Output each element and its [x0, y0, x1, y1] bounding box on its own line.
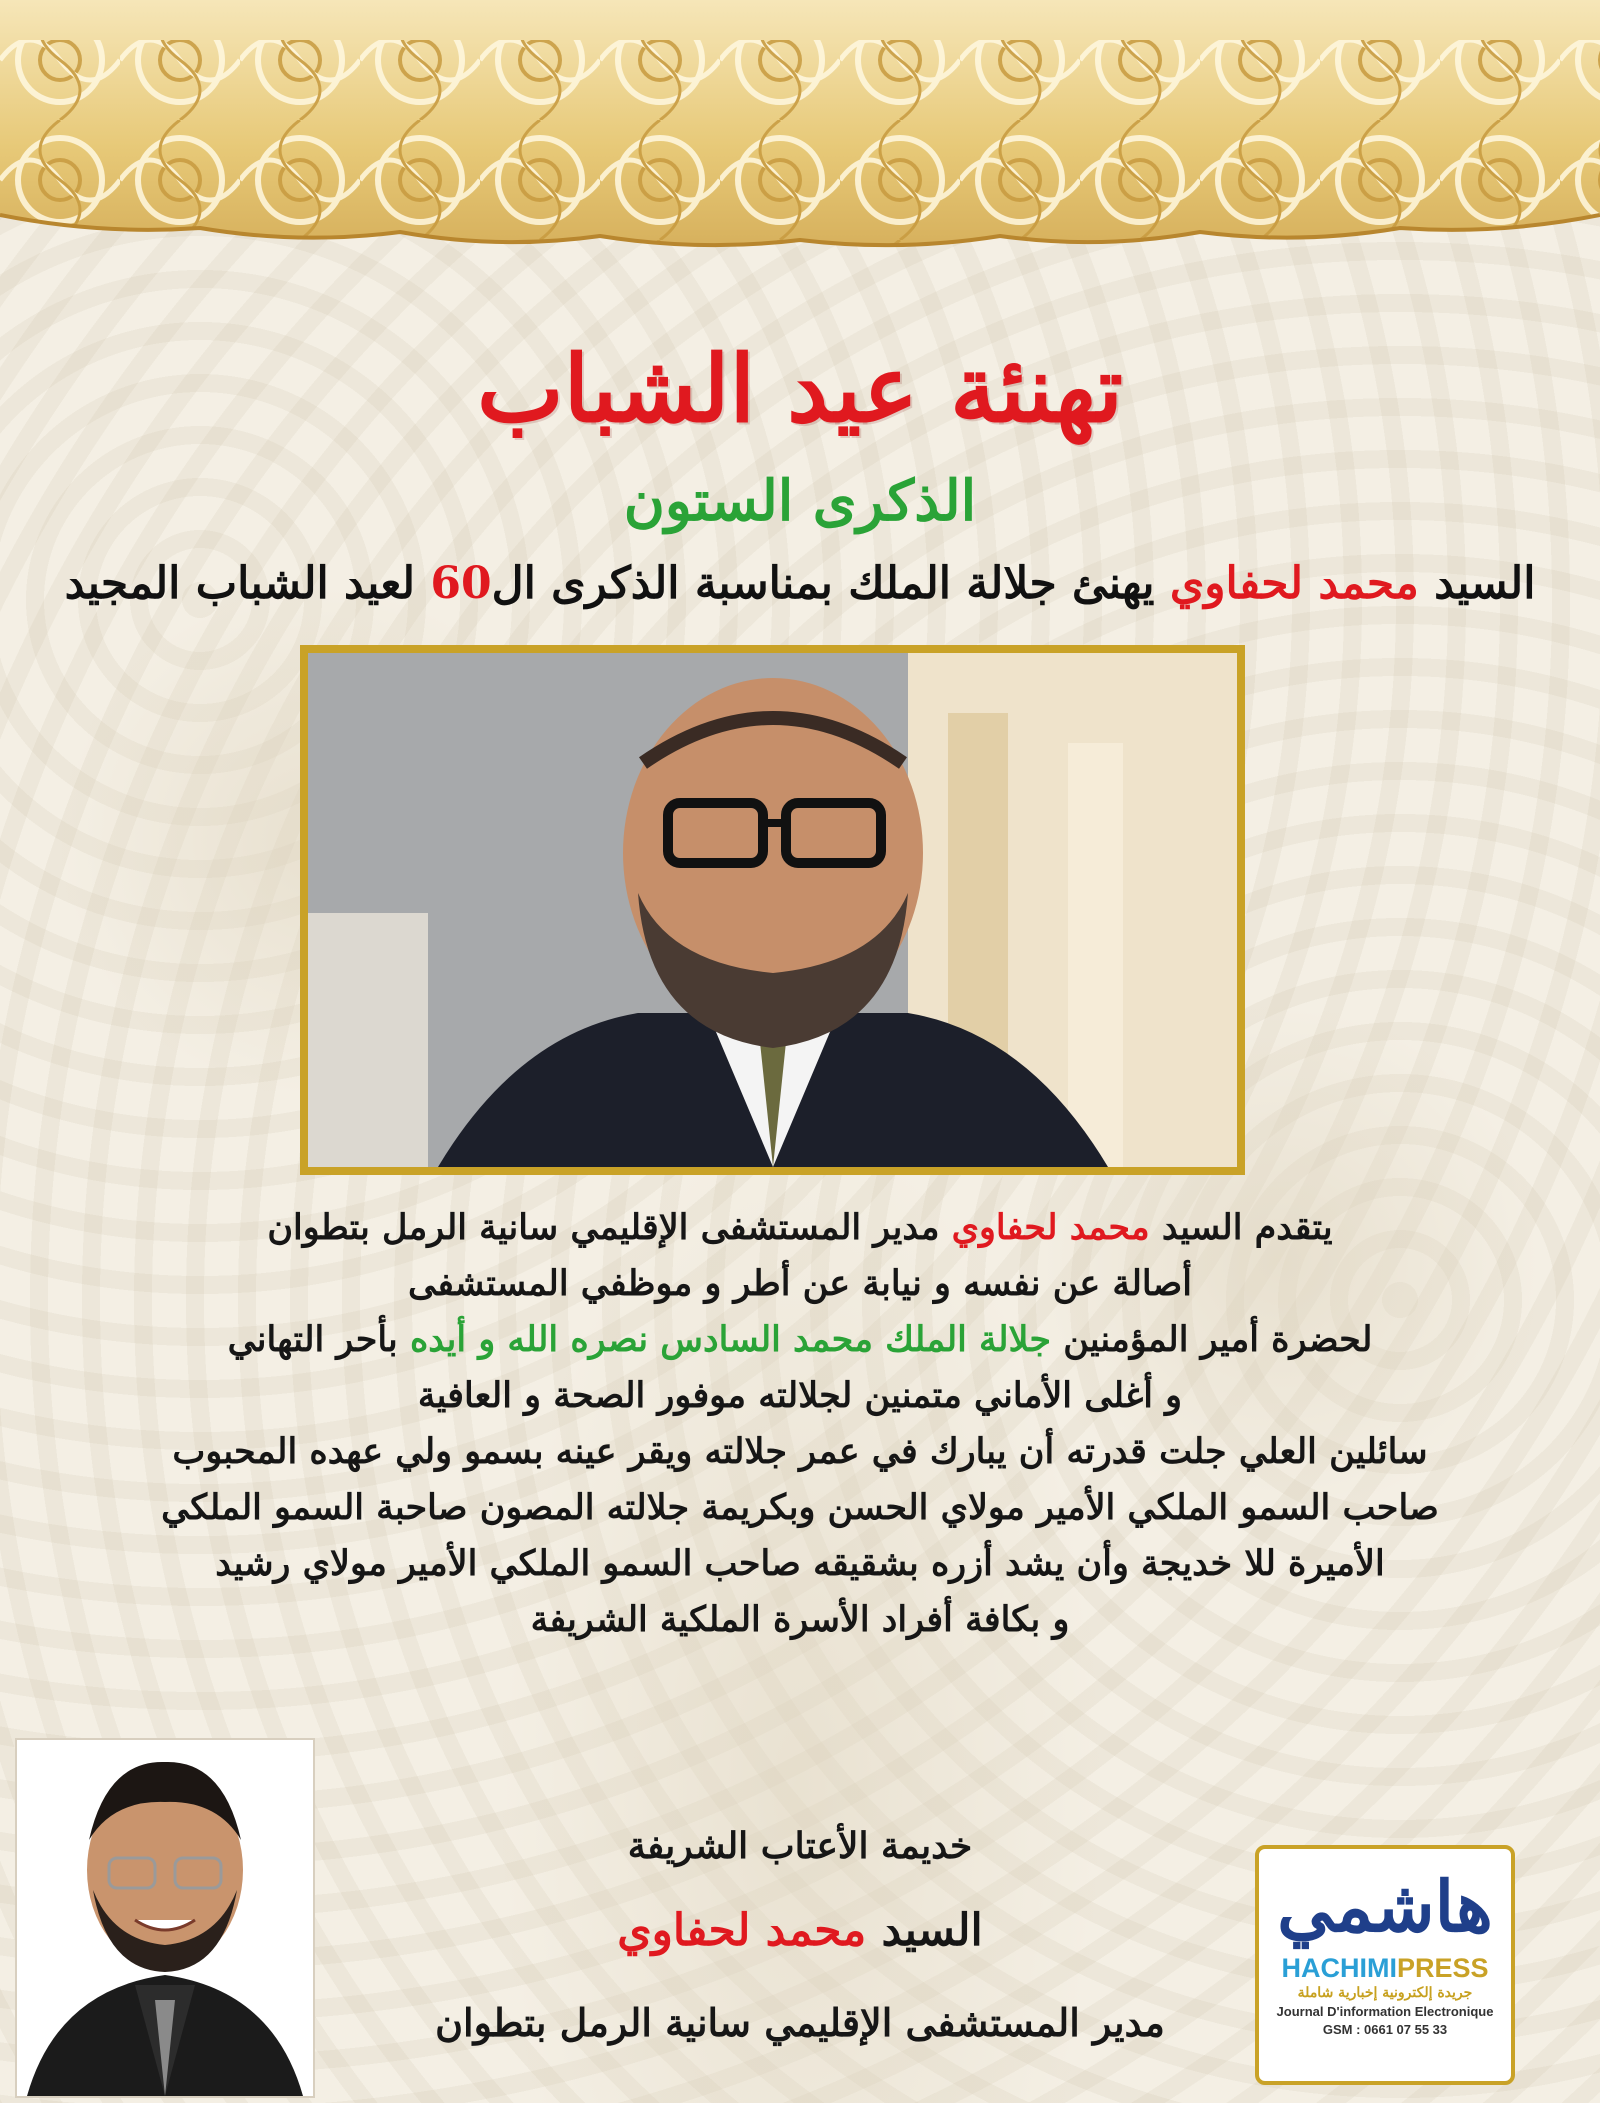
signature-title: مدير المستشفى الإقليمي سانية الرمل بتطوان	[435, 2000, 1165, 2045]
king-photo	[300, 645, 1245, 1175]
logo-mark: هاشمي	[1277, 1865, 1493, 1948]
logo-gsm: GSM : 0661 07 55 33	[1322, 2022, 1448, 2037]
logo-french: Journal D'information Electronique	[1276, 2004, 1494, 2019]
page-title: تهنئة عيد الشباب	[477, 335, 1123, 443]
logo-brand-a: HACHIMI	[1281, 1953, 1397, 1983]
intro-line	[0, 558, 1600, 609]
intro-middle: يهنئ جلالة الملك بمناسبة الذكرى ال	[491, 558, 1155, 609]
message-line-2: أصالة عن نفسه و نيابة عن أطر و موظفي المستشفى	[408, 1263, 1192, 1304]
hachimi-press-logo	[1255, 1845, 1515, 2085]
message-line-7: الأميرة للا خديجة وأن يشد أزره بشقيقه صاحب السمو الملكي الأمير مولاي رشيد	[215, 1543, 1385, 1584]
signature-prefix: السيد	[881, 1905, 983, 1956]
message-line-1	[130, 1200, 1470, 1256]
message-body	[130, 1200, 1470, 1648]
page-subtitle: الذكرى الستون	[623, 468, 977, 534]
intro-name: محمد لحفاوي	[1169, 558, 1419, 609]
message-line-8: و بكافة أفراد الأسرة الملكية الشريفة	[530, 1599, 1070, 1640]
director-portrait	[15, 1738, 315, 2098]
message-line-4: و أغلى الأماني متمنين لجلالته موفور الصحة و العافية	[417, 1375, 1183, 1416]
message-line-3	[130, 1312, 1470, 1368]
line1-name: محمد لحفاوي	[951, 1207, 1150, 1248]
intro-number: 60	[430, 558, 492, 609]
ornamental-header-band	[0, 0, 1600, 260]
line3-highlight: جلالة الملك محمد السادس نصره الله و أيده	[409, 1319, 1052, 1360]
message-line-6: صاحب السمو الملكي الأمير مولاي الحسن وبكريمة جلالته المصون صاحبة السمو الملكي	[161, 1487, 1439, 1528]
intro-prefix: السيد	[1434, 558, 1536, 609]
intro-suffix: لعيد الشباب المجيد	[64, 558, 416, 609]
signature-role: خديمة الأعتاب الشريفة	[627, 1825, 973, 1867]
line3-prefix: لحضرة أمير المؤمنين	[1063, 1319, 1373, 1360]
signature-name: محمد لحفاوي	[617, 1905, 867, 1956]
signature-name-line	[400, 1905, 1200, 1956]
logo-brand-b: PRESS	[1396, 1953, 1489, 1983]
message-line-5: سائلين العلي جلت قدرته أن يبارك في عمر جلالته ويقر عينه بسمو ولي عهده المحبوب	[172, 1431, 1428, 1472]
logo-tagline: جريدة إلكترونية إخبارية شاملة	[1297, 1985, 1473, 2001]
line1-suffix: مدير المستشفى الإقليمي سانية الرمل بتطوان	[267, 1207, 940, 1248]
line1-prefix: يتقدم السيد	[1161, 1207, 1333, 1248]
line3-suffix: بأحر التهاني	[227, 1319, 398, 1360]
logo-brand	[1259, 1953, 1511, 1983]
